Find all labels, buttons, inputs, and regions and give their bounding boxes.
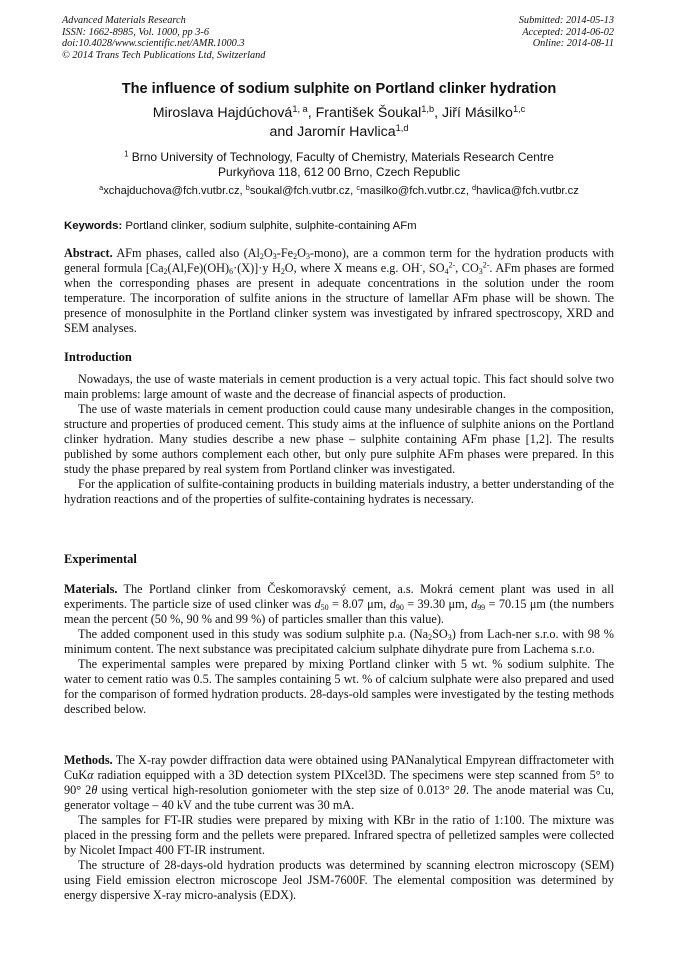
keywords-text: Portland clinker, sodium sulphite, sulphite-containing AFm <box>125 220 417 232</box>
abstract-label: Abstract. <box>64 246 113 260</box>
subscript: 2 <box>259 251 264 261</box>
doi-line: doi:10.4028/www.scientific.net/AMR.1000.3 <box>62 38 245 50</box>
abstract-text: O, where X means e.g. OH <box>284 261 420 275</box>
math-var: d <box>314 597 321 611</box>
paragraph-text: using vertical high-resolution goniometer with the step size of 0.013° 2 <box>97 783 460 797</box>
superscript: 2- <box>482 260 490 270</box>
abstract-text: ·(X)]·y H <box>233 261 281 275</box>
math-var: θ <box>91 783 98 797</box>
subscript: 3 <box>447 632 452 642</box>
abstract-text: -Fe <box>276 246 294 260</box>
materials-label: Materials. <box>64 582 118 596</box>
abstract-text: , CO <box>455 261 479 275</box>
paragraph: The experimental samples were prepared by mixing Portland clinker with 5 wt. % sodium sulphite. The water to cement ratio was 0.5. The samples containing 5 wt. % of calcium sulphate were also prepared and used for the comparison of formed hydration products. 28-days-old samples were investigated by the testing methods described below. <box>64 657 614 716</box>
math-var: α <box>87 768 94 782</box>
email-sup: a <box>99 183 104 192</box>
email-sup: c <box>356 183 360 192</box>
author-name: Jaromír Havlica <box>297 124 396 140</box>
keywords-label: Keywords: <box>64 220 123 232</box>
subscript: 6 <box>229 266 234 276</box>
introduction-body <box>64 372 614 507</box>
subscript: 4 <box>444 266 449 276</box>
affiliation-sup: 1 <box>124 149 129 159</box>
affiliation <box>0 150 678 180</box>
author-list: Miroslava Hajdúchová$^{1, a}$, František Šoukal$^{1,b}$, Jiří Másilko$^{1,c}$ and Jaromír Havlica$^{1,d}$ <box>152 103 526 140</box>
abstract-text: , SO <box>422 261 445 275</box>
copyright-line: © 2014 Trans Tech Publications Ltd, Switzerland <box>62 49 266 61</box>
author-and: and <box>269 124 294 140</box>
author-sup: 1,b <box>421 103 435 114</box>
accepted-date: Accepted: 2014-06-02 <box>522 26 614 38</box>
online-date: Online: 2014-08-11 <box>532 38 614 50</box>
paragraph: The structure of 28-days-old hydration products was determined by scanning electron microscopy (SEM) using Field emission electron microscope Jeol JSM-7600F. The elemental composition was determined by energy dispersive X-ray micro-analysis (EDX). <box>64 858 614 902</box>
subscript: 2 <box>293 251 298 261</box>
author-sup: 1,d <box>395 122 409 133</box>
math-var: d <box>471 597 478 611</box>
email-link[interactable]: xchajduchova@fch.vutbr.cz, <box>103 185 243 197</box>
author-sup: 1, a <box>292 103 308 114</box>
paragraph-text: The added component used in this study was sodium sulphite p.a. (Na <box>78 627 429 641</box>
issn-line: ISSN: 1662-8985, Vol. 1000, pp 3-6 <box>62 26 210 38</box>
journal-header <box>62 15 265 61</box>
subscript: 2 <box>428 632 433 642</box>
paragraph-text: The X-ray powder diffraction data were obtained using PANanalytical Empyrean diffractometer with CuK <box>64 753 615 782</box>
superscript: - <box>419 260 423 270</box>
abstract-text: -mono), are a common term for the hydration products with general formula [Ca <box>64 246 615 275</box>
submitted-date: Submitted: 2014-05-13 <box>518 15 614 26</box>
email-list <box>0 185 678 197</box>
paragraph-text: SO <box>432 627 448 641</box>
author-name: Miroslava Hajdúchová <box>152 105 293 121</box>
email-link[interactable]: soukal@fch.vutbr.cz, <box>249 185 354 197</box>
paragraph-text: = 8.07 μm, <box>328 597 390 611</box>
subscript: 99 <box>477 602 486 612</box>
abstract-text: . AFm phases are formed when the corresponding phases are present in adequate concentrations in the solution under the room temperature. The incorporation of sulfite anions in the structure of lamellar AFm phase will be shown. The presence of monosulphite in the Portland clinker system was investigated by infrared spectroscopy, XRD and SEM analyses. <box>64 261 615 335</box>
paragraph-text: . The anode material was Cu, generator voltage – 40 kV and the tube current was 30 mA. <box>64 783 614 812</box>
methods-body <box>64 753 614 903</box>
dates-header <box>519 15 614 50</box>
author-name: Jiří Másilko <box>441 105 513 121</box>
paragraph-text: The Portland clinker from Českomoravský cement, a.s. Mokrá cement plant was used in all experiments. The particle size of used clinker was <box>64 582 615 611</box>
section-heading-experimental: Experimental <box>64 552 137 566</box>
abstract-text: O <box>263 246 273 260</box>
abstract-text: O <box>297 246 306 260</box>
superscript: 2- <box>448 260 456 270</box>
methods-label: Methods. <box>64 753 113 767</box>
paragraph-text: = 70.15 μm (the numbers mean the percent (50 %, 90 % and 99 %) of particles smaller than this value). <box>64 597 614 626</box>
subscript: 50 <box>320 602 329 612</box>
paragraph: The use of waste materials in cement production could cause many undesirable changes in the composition, structure and properties of produced cement. This study aims at the influence of sulphite anions on the Portland clinker hydration. Many studies describe a new phase – sulphite containing AFm phase [1,2]. The results published by some authors complement each other, but only pure sulphite AFm phases were prepared. In this study the phase prepared by real system from Portland clinker was investigated. <box>64 402 614 476</box>
journal-name: Advanced Materials Research <box>62 15 186 26</box>
math-var: θ <box>459 783 466 797</box>
abstract-text: (Al,Fe)(OH) <box>167 261 230 275</box>
abstract-text: AFm phases, called also (Al <box>116 246 260 260</box>
keywords <box>64 220 616 232</box>
paragraph-text: ) from Lach-ner s.r.o. with 98 % minimum content. The next substance was precipitated calcium sulphate dihydrate pure from Lachema s.r.o. <box>64 627 615 656</box>
affiliation-line-1: Brno University of Technology, Faculty of Chemistry, Materials Research Centre <box>131 150 554 164</box>
email-link[interactable]: masilko@fch.vutbr.cz, <box>359 185 469 197</box>
affiliation-line-2: Purkyňova 118, 612 00 Brno, Czech Republic <box>218 165 460 179</box>
paragraph: Nowadays, the use of waste materials in cement production is a very actual topic. This fact should solve two main problems: large amount of waste and the decrease of financial aspects of production. <box>64 372 614 401</box>
materials-body <box>64 582 614 717</box>
subscript: 3 <box>272 251 277 261</box>
email-sup: d <box>472 183 477 192</box>
subscript: 90 <box>395 602 404 612</box>
paragraph-text: = 39.30 μm, <box>403 597 472 611</box>
paragraph: The samples for FT-IR studies were prepared by mixing with KBr in the ratio of 1:100. The mixture was placed in the pressing form and the pellets were prepared. Infrared spectra of pelletized samples were collected by Nicolet Impact 400 FT-IR instrument. <box>64 813 614 857</box>
email-sup: b <box>245 183 250 192</box>
author-name: František Šoukal <box>315 105 422 121</box>
abstract <box>64 246 614 336</box>
subscript: 3 <box>478 266 483 276</box>
section-heading-introduction: Introduction <box>64 350 132 364</box>
subscript: 2 <box>280 266 285 276</box>
subscript: 3 <box>305 251 310 261</box>
paragraph-text: radiation equipped with a 3D detection system PIXcel3D. The specimens were step scanned from 5° to 90° 2 <box>64 768 614 797</box>
math-var: d <box>389 597 396 611</box>
paragraph: For the application of sulfite-containing products in building materials industry, a better understanding of the hydration reactions and of the properties of sulfite-containing hydrates is necessary. <box>64 477 614 506</box>
paper-title: The influence of sodium sulphite on Portland clinker hydration <box>121 81 557 97</box>
email-link[interactable]: havlica@fch.vutbr.cz <box>476 185 579 197</box>
author-sup: 1,c <box>512 103 526 114</box>
subscript: 2 <box>163 266 168 276</box>
